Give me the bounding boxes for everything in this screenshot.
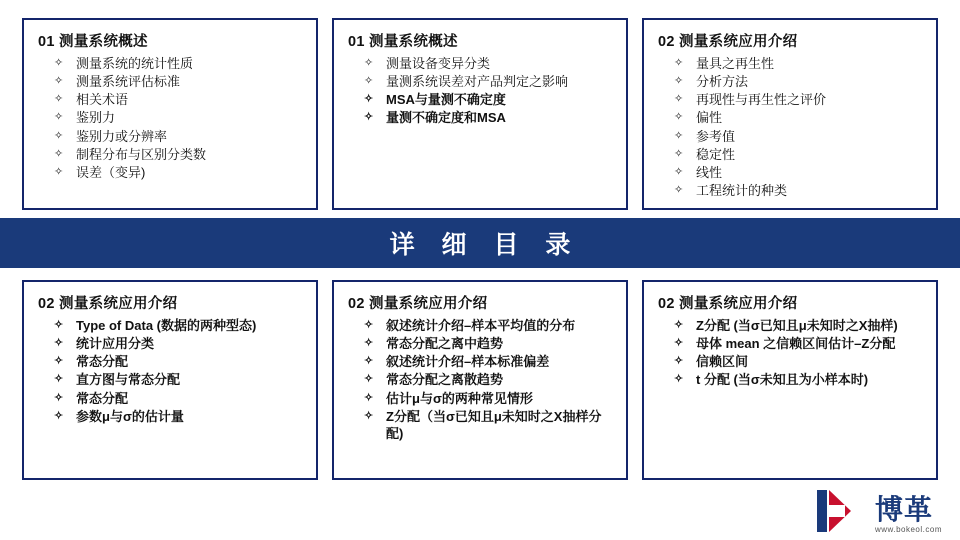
list-item-label: 制程分布与区别分类数 bbox=[76, 146, 207, 162]
diamond-bullet-icon: ✧ bbox=[674, 129, 684, 142]
card-bullet-list bbox=[36, 317, 306, 425]
list-item-label: 常态分配 bbox=[76, 390, 129, 406]
diamond-bullet-icon: ✧ bbox=[54, 355, 64, 368]
list-item bbox=[674, 317, 926, 334]
diamond-bullet-icon: ✧ bbox=[54, 319, 64, 331]
list-item-label: 量测系统误差对产品判定之影响 bbox=[386, 74, 569, 90]
logo-bar-shape bbox=[817, 490, 827, 532]
card-title: 02 测量系统应用介绍 bbox=[38, 296, 178, 312]
diamond-bullet-icon: ✧ bbox=[54, 147, 64, 160]
list-item bbox=[54, 109, 306, 126]
diamond-bullet-icon: ✧ bbox=[54, 373, 64, 386]
list-item bbox=[54, 164, 306, 181]
list-item bbox=[54, 317, 306, 334]
list-item-label: t 分配 (当σ未知且为小样本时) bbox=[696, 372, 869, 388]
card-row-top bbox=[22, 18, 938, 210]
list-item bbox=[674, 91, 926, 108]
brand-logo bbox=[815, 488, 942, 534]
list-item-label: 相关术语 bbox=[76, 92, 129, 108]
diamond-bullet-icon: ✧ bbox=[364, 409, 374, 422]
diamond-bullet-icon: ✧ bbox=[674, 165, 684, 178]
list-item bbox=[364, 55, 616, 72]
list-item-label: 鉴别力 bbox=[76, 110, 116, 126]
diamond-bullet-icon: ✧ bbox=[674, 75, 684, 88]
list-item-label: 测量系统的统计性质 bbox=[76, 56, 194, 71]
list-item-label: 参考值 bbox=[696, 128, 736, 144]
card-bullet-list bbox=[656, 317, 926, 389]
list-item bbox=[54, 353, 306, 370]
list-item-label: 常态分配之离中趋势 bbox=[386, 336, 504, 352]
list-item bbox=[54, 55, 306, 72]
logo-name-cn: 博革 bbox=[874, 494, 933, 525]
list-item-label: 测量设备变异分类 bbox=[386, 56, 491, 71]
logo-name-en: www.bokeol.com bbox=[874, 525, 942, 534]
list-item bbox=[674, 128, 926, 145]
list-item-label: 量具之再生性 bbox=[696, 56, 775, 71]
list-item bbox=[674, 146, 926, 163]
list-item-label: 估计μ与σ的两种常见情形 bbox=[386, 390, 533, 406]
list-item bbox=[674, 73, 926, 90]
content-card-1 bbox=[22, 18, 318, 210]
list-item-label: 常态分配之离散趋势 bbox=[386, 372, 504, 388]
card-bullet-list bbox=[346, 317, 616, 442]
list-item bbox=[54, 91, 306, 108]
list-item bbox=[364, 390, 616, 407]
content-card-6 bbox=[642, 280, 938, 480]
diamond-bullet-icon: ✧ bbox=[364, 355, 374, 368]
list-item-label: 误差（变异) bbox=[76, 164, 146, 180]
card-row-bottom bbox=[22, 280, 938, 480]
diamond-bullet-icon: ✧ bbox=[364, 391, 374, 404]
diamond-bullet-icon: ✧ bbox=[364, 319, 374, 331]
card-bullet-list bbox=[656, 55, 926, 199]
list-item-label: 鉴别力或分辨率 bbox=[76, 128, 168, 144]
diamond-bullet-icon: ✧ bbox=[674, 93, 684, 106]
list-item bbox=[364, 408, 616, 442]
card-title: 02 测量系统应用介绍 bbox=[658, 296, 798, 312]
diamond-bullet-icon: ✧ bbox=[674, 147, 684, 160]
list-item bbox=[364, 109, 616, 126]
diamond-bullet-icon: ✧ bbox=[674, 355, 684, 368]
list-item bbox=[674, 55, 926, 72]
diamond-bullet-icon: ✧ bbox=[674, 319, 684, 331]
list-item bbox=[54, 408, 306, 425]
list-item bbox=[54, 335, 306, 352]
list-item-label: 叙述统计介绍–样本平均值的分布 bbox=[386, 318, 576, 333]
list-item-label: 偏性 bbox=[696, 110, 723, 126]
list-item bbox=[54, 128, 306, 145]
logo-mark-icon bbox=[815, 488, 869, 534]
list-item-label: 信赖区间 bbox=[696, 354, 749, 370]
diamond-bullet-icon: ✧ bbox=[674, 184, 684, 197]
list-item-label: 线性 bbox=[696, 164, 723, 180]
card-title: 01 测量系统概述 bbox=[38, 34, 148, 50]
card-title: 01 测量系统概述 bbox=[348, 34, 458, 50]
list-item bbox=[674, 371, 926, 388]
diamond-bullet-icon: ✧ bbox=[364, 111, 374, 124]
diamond-bullet-icon: ✧ bbox=[54, 75, 64, 88]
list-item bbox=[364, 91, 616, 108]
logo-text-block bbox=[875, 496, 942, 534]
list-item-label: Z分配 (当σ已知且μ未知时之X抽样) bbox=[696, 318, 898, 333]
diamond-bullet-icon: ✧ bbox=[364, 57, 374, 69]
list-item bbox=[54, 371, 306, 388]
content-card-4 bbox=[22, 280, 318, 480]
list-item-label: 叙述统计介绍–样本标准偏差 bbox=[386, 354, 550, 370]
diamond-bullet-icon: ✧ bbox=[54, 409, 64, 422]
diamond-bullet-icon: ✧ bbox=[54, 57, 64, 69]
content-card-3 bbox=[642, 18, 938, 210]
list-item-label: 母体 mean 之信赖区间估计–Z分配 bbox=[696, 336, 896, 352]
list-item-label: MSA与量测不确定度 bbox=[386, 92, 506, 108]
banner-title: 详 细 目 录 bbox=[389, 231, 581, 259]
logo-notch-shape bbox=[829, 505, 845, 517]
diamond-bullet-icon: ✧ bbox=[54, 111, 64, 124]
diamond-bullet-icon: ✧ bbox=[364, 75, 374, 88]
card-bullet-list bbox=[346, 55, 616, 127]
diamond-bullet-icon: ✧ bbox=[364, 337, 374, 350]
list-item bbox=[674, 335, 926, 352]
list-item bbox=[364, 353, 616, 370]
list-item bbox=[674, 109, 926, 126]
content-card-5 bbox=[332, 280, 628, 480]
diamond-bullet-icon: ✧ bbox=[54, 337, 64, 350]
list-item bbox=[674, 164, 926, 181]
list-item bbox=[364, 317, 616, 334]
list-item-label: 再现性与再生性之评价 bbox=[696, 92, 827, 108]
list-item-label: 直方图与常态分配 bbox=[76, 372, 181, 388]
content-card-2 bbox=[332, 18, 628, 210]
diamond-bullet-icon: ✧ bbox=[674, 57, 684, 69]
list-item-label: Type of Data (数据的两种型态) bbox=[76, 318, 257, 333]
diamond-bullet-icon: ✧ bbox=[674, 111, 684, 124]
card-bullet-list bbox=[36, 55, 306, 181]
diamond-bullet-icon: ✧ bbox=[54, 391, 64, 404]
list-item-label: Z分配（当σ已知且μ未知时之X抽样分配) bbox=[386, 408, 602, 441]
list-item-label: 工程统计的种类 bbox=[696, 183, 788, 199]
list-item bbox=[364, 73, 616, 90]
section-banner bbox=[0, 218, 960, 268]
list-item bbox=[364, 371, 616, 388]
list-item bbox=[54, 73, 306, 90]
list-item-label: 稳定性 bbox=[696, 146, 736, 162]
list-item bbox=[54, 146, 306, 163]
list-item-label: 参数μ与σ的估计量 bbox=[76, 408, 184, 424]
diamond-bullet-icon: ✧ bbox=[674, 373, 684, 386]
list-item bbox=[54, 390, 306, 407]
diamond-bullet-icon: ✧ bbox=[364, 373, 374, 386]
list-item-label: 分析方法 bbox=[696, 74, 749, 90]
diamond-bullet-icon: ✧ bbox=[54, 165, 64, 178]
list-item-label: 统计应用分类 bbox=[76, 336, 155, 352]
list-item bbox=[674, 182, 926, 199]
diamond-bullet-icon: ✧ bbox=[364, 93, 374, 106]
list-item bbox=[364, 335, 616, 352]
list-item-label: 测量系统评估标准 bbox=[76, 74, 181, 90]
card-title: 02 测量系统应用介绍 bbox=[658, 34, 798, 50]
list-item bbox=[674, 353, 926, 370]
list-item-label: 常态分配 bbox=[76, 354, 129, 370]
list-item-label: 量测不确定度和MSA bbox=[386, 110, 506, 126]
diamond-bullet-icon: ✧ bbox=[54, 93, 64, 106]
diamond-bullet-icon: ✧ bbox=[54, 129, 64, 142]
diamond-bullet-icon: ✧ bbox=[674, 337, 684, 350]
card-title: 02 测量系统应用介绍 bbox=[348, 296, 488, 312]
